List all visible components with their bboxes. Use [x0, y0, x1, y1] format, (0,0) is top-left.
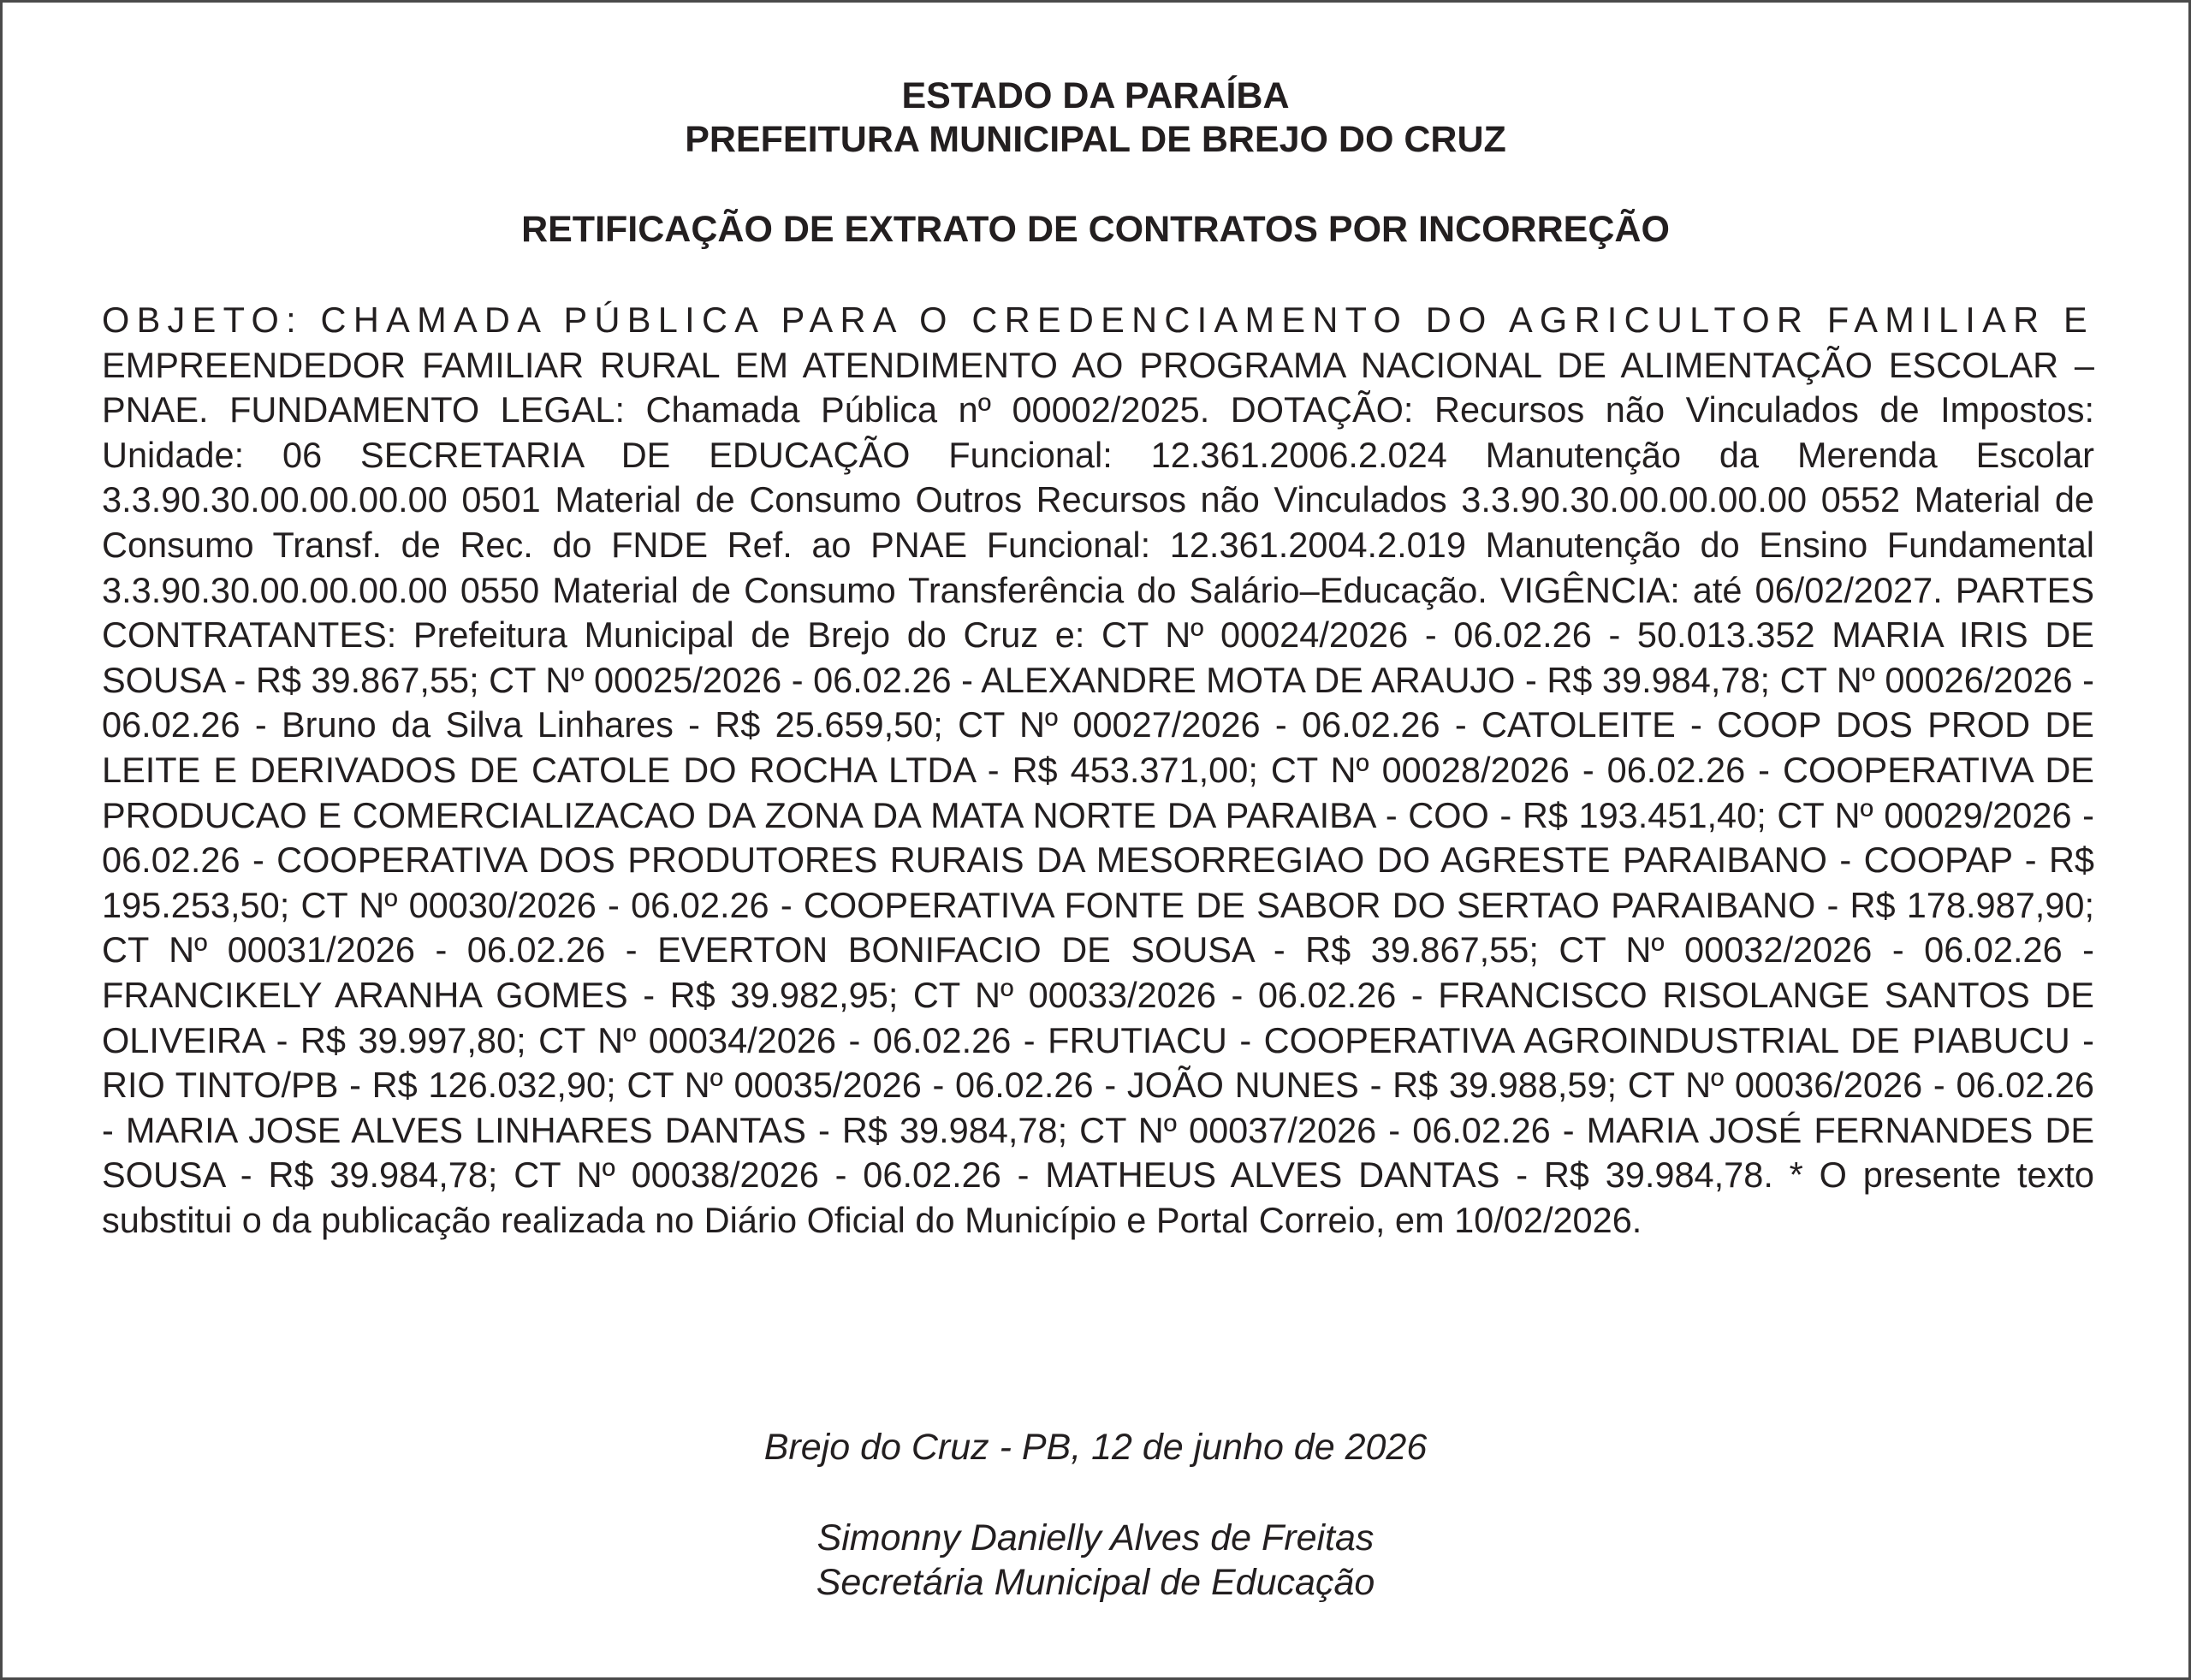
- document-title: RETIFICAÇÃO DE EXTRATO DE CONTRATOS POR INCORREÇÃO: [521, 209, 1670, 250]
- place-date: Brejo do Cruz - PB, 12 de junho de 2026: [763, 1427, 1428, 1468]
- state-name: ESTADO DA PARAÍBA: [901, 75, 1290, 116]
- document-body: [102, 298, 2094, 1243]
- document-header: [3, 74, 2188, 162]
- signatory-name: Simonny Danielly Alves de Freitas: [816, 1517, 1375, 1558]
- signatory-role: Secretária Municipal de Educação: [816, 1562, 1375, 1603]
- municipality-name: PREFEITURA MUNICIPAL DE BREJO DO CRUZ: [685, 119, 1506, 160]
- body-first-line: OBJETO: CHAMADA PÚBLICA PARA O CREDENCIAMENTO DO AGRICULTOR FAMILIAR E: [102, 300, 2094, 340]
- body-text: EMPREENDEDOR FAMILIAR RURAL EM ATENDIMENTO AO PROGRAMA NACIONAL DE ALIMENTAÇÃO ESCOLAR – PNAE. FUNDAMENTO LEGAL: Chamada Pública nº 00002/2025. DOTAÇÃO: Recursos não Vinculados de Impostos: Unidade: 06 SECRETARIA DE EDUCAÇÃO Funcional: 12.361.2006.2.024 Manutenção da Merenda Escolar 3.3.90.30.00.00.00.00 0501 Material de Consumo Outros Recursos não Vinculados 3.3.90.30.00.00.00.00 0552 Material de Consumo Transf. de Rec. do FNDE Ref. ao PNAE Funcional: 12.361.2004.2.019 Manutenção do Ensino Fundamental 3.3.90.30.00.00.00.00 0550 Material de Consumo Transferência do Salário–Educação. VIGÊNCIA: até 06/02/2027. PARTES CONTRATANTES: Prefeitura Municipal de Brejo do Cruz e: CT Nº 00024/2026 - 06.02.26 - 50.013.352 MARIA IRIS DE SOUSA - R$ 39.867,55; CT Nº 00025/2026 - 06.02.26 - ALEXANDRE MOTA DE ARAUJO - R$ 39.984,78; CT Nº 00026/2026 - 06.02.26 - Bruno da Silva Linhares - R$ 25.659,50; CT Nº 00027/2026 - 06.02.26 - CATOLEITE - COOP DOS PROD DE LEITE E DERIVADOS DE CATOLE DO ROCHA LTDA - R$ 453.371,00; CT Nº 00028/2026 - 06.02.26 - COOPERATIVA DE PRODUCAO E COMERCIALIZACAO DA ZONA DA MATA NORTE DA PARAIBA - COO - R$ 193.451,40; CT Nº 00029/2026 - 06.02.26 - COOPERATIVA DOS PRODUTORES RURAIS DA MESORREGIAO DO AGRESTE PARAIBANO - COOPAP - R$ 195.253,50; CT Nº 00030/2026 - 06.02.26 - COOPERATIVA FONTE DE SABOR DO SERTAO PARAIBANO - R$ 178.987,90; CT Nº 00031/2026 - 06.02.26 - EVERTON BONIFACIO DE SOUSA - R$ 39.867,55; CT Nº 00032/2026 - 06.02.26 - FRANCIKELY ARANHA GOMES - R$ 39.982,95; CT Nº 00033/2026 - 06.02.26 - FRANCISCO RISOLANGE SANTOS DE OLIVEIRA - R$ 39.997,80; CT Nº 00034/2026 - 06.02.26 - FRUTIACU - COOPERATIVA AGROINDUSTRIAL DE PIABUCU - RIO TINTO/PB - R$ 126.032,90; CT Nº 00035/2026 - 06.02.26 - JOÃO NUNES - R$ 39.988,59; CT Nº 00036/2026 - 06.02.26 - MARIA JOSE ALVES LINHARES DANTAS - R$ 39.984,78; CT Nº 00037/2026 - 06.02.26 - MARIA JOSÉ FERNANDES DE SOUSA - R$ 39.984,78; CT Nº 00038/2026 - 06.02.26 - MATHEUS ALVES DANTAS - R$ 39.984,78. * O presente texto substitui o da publicação realizada no Diário Oficial do Município e Portal Correio, em 10/02/2026.: [102, 344, 2094, 1240]
